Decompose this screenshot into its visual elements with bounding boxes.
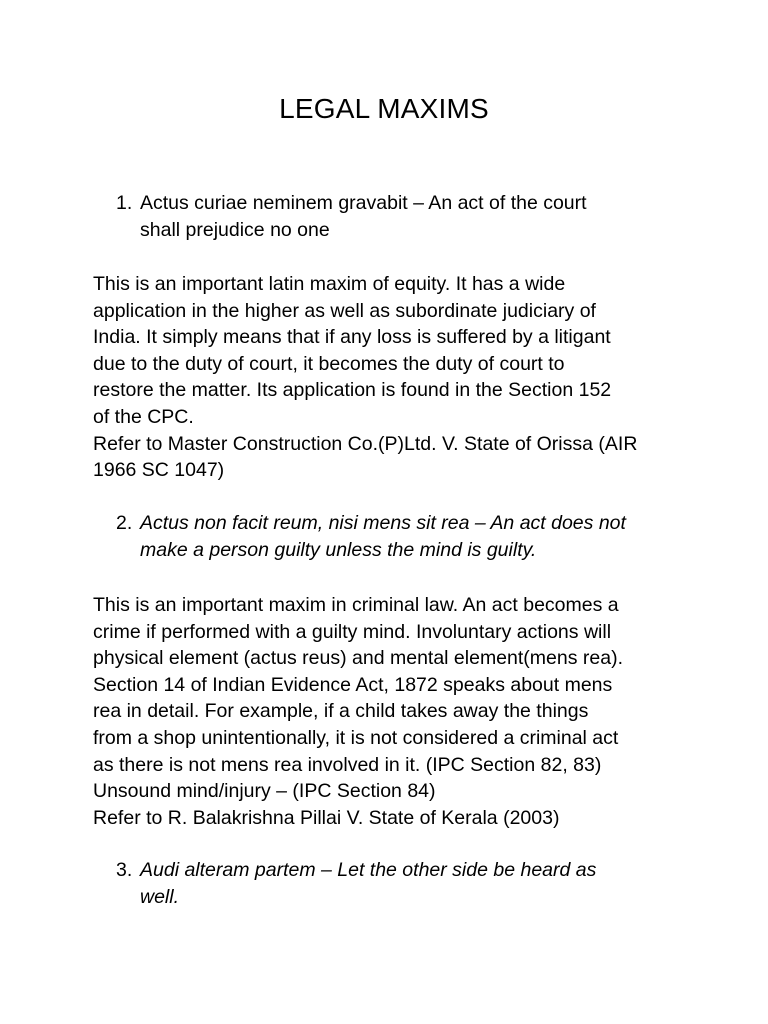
body-line: Unsound mind/injury – (IPC Section 84)	[93, 780, 436, 803]
maxim-1-heading-line-2: shall prejudice no one	[140, 219, 330, 241]
body-line: Section 14 of Indian Evidence Act, 1872 speaks about mens	[93, 673, 613, 696]
body-line: physical element (actus reus) and mental element(mens rea).	[93, 647, 623, 670]
case-reference: Refer to R. Balakrishna Pillai V. State of Kerala (2003)	[93, 806, 560, 829]
maxim-2-heading-line-1: Actus non facit reum, nisi mens sit rea – An act does not	[140, 512, 626, 534]
body-line: from a shop unintentionally, it is not considered a criminal act	[93, 726, 619, 749]
body-line: rea in detail. For example, if a child takes away the things	[93, 700, 589, 723]
maxim-3-heading-line-1: Audi alteram partem – Let the other side be heard as	[140, 859, 597, 881]
page-title: LEGAL MAXIMS	[279, 93, 489, 124]
body-line: India. It simply means that if any loss is suffered by a litigant	[93, 326, 611, 349]
maxim-2-heading-line-2: make a person guilty unless the mind is guilty.	[140, 539, 537, 561]
maxim-3-heading	[116, 857, 676, 911]
maxim-2-body	[93, 592, 683, 831]
maxim-1-body	[93, 271, 683, 484]
body-line: application in the higher as well as subordinate judiciary of	[93, 299, 596, 322]
maxim-3-number: 3.	[116, 859, 133, 881]
body-line: This is an important maxim in criminal law. An act becomes a	[93, 594, 619, 616]
body-line: crime if performed with a guilty mind. Involuntary actions will	[93, 620, 612, 643]
body-line: due to the duty of court, it becomes the duty of court to	[93, 352, 565, 375]
maxim-2-number: 2.	[116, 512, 133, 534]
maxim-1-heading-line-1: Actus curiae neminem gravabit – An act of the court	[140, 192, 587, 214]
body-line: of the CPC.	[93, 405, 194, 428]
body-line: as there is not mens rea involved in it. (IPC Section 82, 83)	[93, 753, 602, 776]
maxim-1-number: 1.	[116, 192, 133, 214]
maxim-3-heading-line-2: well.	[140, 886, 180, 908]
body-line: restore the matter. Its application is found in the Section 152	[93, 379, 612, 402]
maxim-2-heading	[116, 510, 676, 564]
case-reference: 1966 SC 1047)	[93, 459, 225, 482]
maxim-1-heading	[116, 190, 676, 244]
case-reference: Refer to Master Construction Co.(P)Ltd. V. State of Orissa (AIR	[93, 432, 638, 455]
body-line: This is an important latin maxim of equity. It has a wide	[93, 273, 566, 295]
